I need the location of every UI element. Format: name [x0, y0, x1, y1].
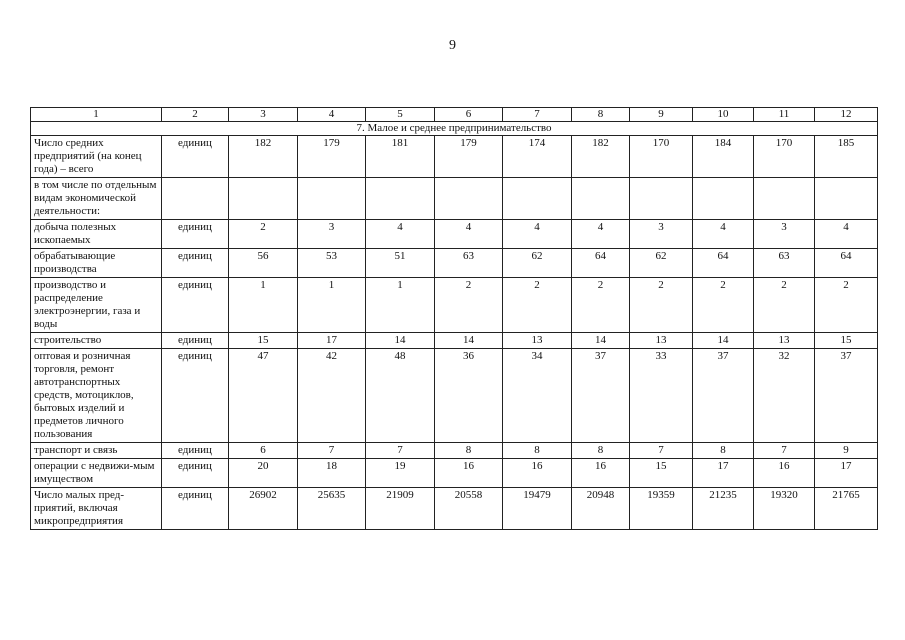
row-value: 53 — [298, 249, 366, 278]
row-value: 14 — [572, 333, 630, 349]
row-unit: единиц — [162, 349, 229, 443]
column-header: 3 — [229, 108, 298, 122]
row-value: 19 — [366, 459, 435, 488]
row-value: 3 — [754, 220, 815, 249]
row-value — [693, 178, 754, 220]
row-value: 13 — [503, 333, 572, 349]
row-label: строительство — [31, 333, 162, 349]
row-value: 181 — [366, 136, 435, 178]
row-value: 7 — [298, 443, 366, 459]
row-unit: единиц — [162, 278, 229, 333]
section-title: 7. Малое и среднее предпринимательство — [31, 122, 878, 136]
row-unit: единиц — [162, 488, 229, 530]
row-value: 25635 — [298, 488, 366, 530]
row-value: 16 — [572, 459, 630, 488]
row-value: 19479 — [503, 488, 572, 530]
row-value: 15 — [630, 459, 693, 488]
section-title-row — [31, 122, 878, 136]
table-row — [31, 220, 878, 249]
column-header: 11 — [754, 108, 815, 122]
row-value: 9 — [815, 443, 878, 459]
row-value: 36 — [435, 349, 503, 443]
row-value — [572, 178, 630, 220]
column-header: 9 — [630, 108, 693, 122]
row-value: 2 — [435, 278, 503, 333]
row-value: 19359 — [630, 488, 693, 530]
row-value: 3 — [298, 220, 366, 249]
row-unit: единиц — [162, 136, 229, 178]
row-unit: единиц — [162, 443, 229, 459]
row-label: Число средних предприятий (на конец года) – всего — [31, 136, 162, 178]
row-value: 56 — [229, 249, 298, 278]
row-value: 8 — [572, 443, 630, 459]
row-value: 37 — [693, 349, 754, 443]
row-value: 1 — [298, 278, 366, 333]
statistics-table — [30, 107, 878, 530]
row-value — [435, 178, 503, 220]
row-label: операции с недвижи-мым имуществом — [31, 459, 162, 488]
row-value: 8 — [693, 443, 754, 459]
row-label: производство и распределение электроэнергии, газа и воды — [31, 278, 162, 333]
row-value: 8 — [435, 443, 503, 459]
row-value: 8 — [503, 443, 572, 459]
row-unit: единиц — [162, 333, 229, 349]
column-header: 2 — [162, 108, 229, 122]
row-value: 33 — [630, 349, 693, 443]
row-value: 2 — [229, 220, 298, 249]
row-label: Число малых пред-приятий, включая микропредприятия — [31, 488, 162, 530]
row-value: 1 — [366, 278, 435, 333]
table-row — [31, 136, 878, 178]
row-value: 2 — [630, 278, 693, 333]
column-header: 6 — [435, 108, 503, 122]
row-value: 182 — [229, 136, 298, 178]
row-value: 184 — [693, 136, 754, 178]
row-value: 34 — [503, 349, 572, 443]
row-value: 16 — [503, 459, 572, 488]
row-value: 14 — [435, 333, 503, 349]
column-header: 5 — [366, 108, 435, 122]
table-row — [31, 349, 878, 443]
row-value: 20558 — [435, 488, 503, 530]
row-label: в том числе по отдельным видам экономической деятельности: — [31, 178, 162, 220]
row-value: 2 — [815, 278, 878, 333]
row-value: 63 — [754, 249, 815, 278]
row-value: 4 — [815, 220, 878, 249]
table-row — [31, 333, 878, 349]
row-value: 7 — [630, 443, 693, 459]
table-row — [31, 178, 878, 220]
row-value: 2 — [572, 278, 630, 333]
row-value: 182 — [572, 136, 630, 178]
row-value: 4 — [435, 220, 503, 249]
row-value: 17 — [693, 459, 754, 488]
table-row — [31, 443, 878, 459]
row-value: 20 — [229, 459, 298, 488]
row-value: 170 — [754, 136, 815, 178]
row-value — [754, 178, 815, 220]
row-value: 185 — [815, 136, 878, 178]
row-value: 179 — [298, 136, 366, 178]
row-label: транспорт и связь — [31, 443, 162, 459]
row-value: 18 — [298, 459, 366, 488]
row-unit: единиц — [162, 220, 229, 249]
row-value — [815, 178, 878, 220]
row-value: 13 — [754, 333, 815, 349]
row-value: 4 — [503, 220, 572, 249]
row-label: обрабатывающие производства — [31, 249, 162, 278]
row-value: 64 — [815, 249, 878, 278]
row-value: 63 — [435, 249, 503, 278]
row-value: 37 — [815, 349, 878, 443]
row-value: 64 — [572, 249, 630, 278]
row-value: 21765 — [815, 488, 878, 530]
row-value: 15 — [815, 333, 878, 349]
row-value — [298, 178, 366, 220]
row-value: 3 — [630, 220, 693, 249]
column-header: 10 — [693, 108, 754, 122]
row-value: 16 — [435, 459, 503, 488]
row-value: 170 — [630, 136, 693, 178]
row-value: 174 — [503, 136, 572, 178]
row-value: 17 — [298, 333, 366, 349]
row-value: 17 — [815, 459, 878, 488]
row-value: 48 — [366, 349, 435, 443]
row-value: 15 — [229, 333, 298, 349]
row-value: 4 — [366, 220, 435, 249]
row-value: 6 — [229, 443, 298, 459]
row-unit: единиц — [162, 249, 229, 278]
row-value — [229, 178, 298, 220]
row-value: 14 — [366, 333, 435, 349]
row-value: 1 — [229, 278, 298, 333]
row-value: 20948 — [572, 488, 630, 530]
table-row — [31, 488, 878, 530]
row-value: 32 — [754, 349, 815, 443]
row-value — [630, 178, 693, 220]
row-unit — [162, 178, 229, 220]
row-label: оптовая и розничная торговля, ремонт автотранспортных средств, мотоциклов, бытовых изделий и предметов личного пользования — [31, 349, 162, 443]
column-header: 4 — [298, 108, 366, 122]
row-value: 21235 — [693, 488, 754, 530]
row-value: 62 — [503, 249, 572, 278]
row-label: добыча полезных ископаемых — [31, 220, 162, 249]
row-value: 13 — [630, 333, 693, 349]
column-header: 1 — [31, 108, 162, 122]
column-header-row — [31, 108, 878, 122]
row-value: 62 — [630, 249, 693, 278]
row-value: 4 — [572, 220, 630, 249]
column-header: 12 — [815, 108, 878, 122]
row-value: 2 — [693, 278, 754, 333]
row-value: 47 — [229, 349, 298, 443]
column-header: 8 — [572, 108, 630, 122]
row-value: 21909 — [366, 488, 435, 530]
row-value — [503, 178, 572, 220]
column-header: 7 — [503, 108, 572, 122]
row-value — [366, 178, 435, 220]
row-value: 37 — [572, 349, 630, 443]
table-row — [31, 459, 878, 488]
row-value: 2 — [754, 278, 815, 333]
row-value: 2 — [503, 278, 572, 333]
row-value: 179 — [435, 136, 503, 178]
row-value: 7 — [366, 443, 435, 459]
row-unit: единиц — [162, 459, 229, 488]
row-value: 51 — [366, 249, 435, 278]
row-value: 19320 — [754, 488, 815, 530]
table-row — [31, 249, 878, 278]
row-value: 26902 — [229, 488, 298, 530]
row-value: 7 — [754, 443, 815, 459]
row-value: 4 — [693, 220, 754, 249]
row-value: 64 — [693, 249, 754, 278]
row-value: 14 — [693, 333, 754, 349]
row-value: 16 — [754, 459, 815, 488]
page-number: 9 — [449, 38, 456, 53]
row-value: 42 — [298, 349, 366, 443]
table-row — [31, 278, 878, 333]
